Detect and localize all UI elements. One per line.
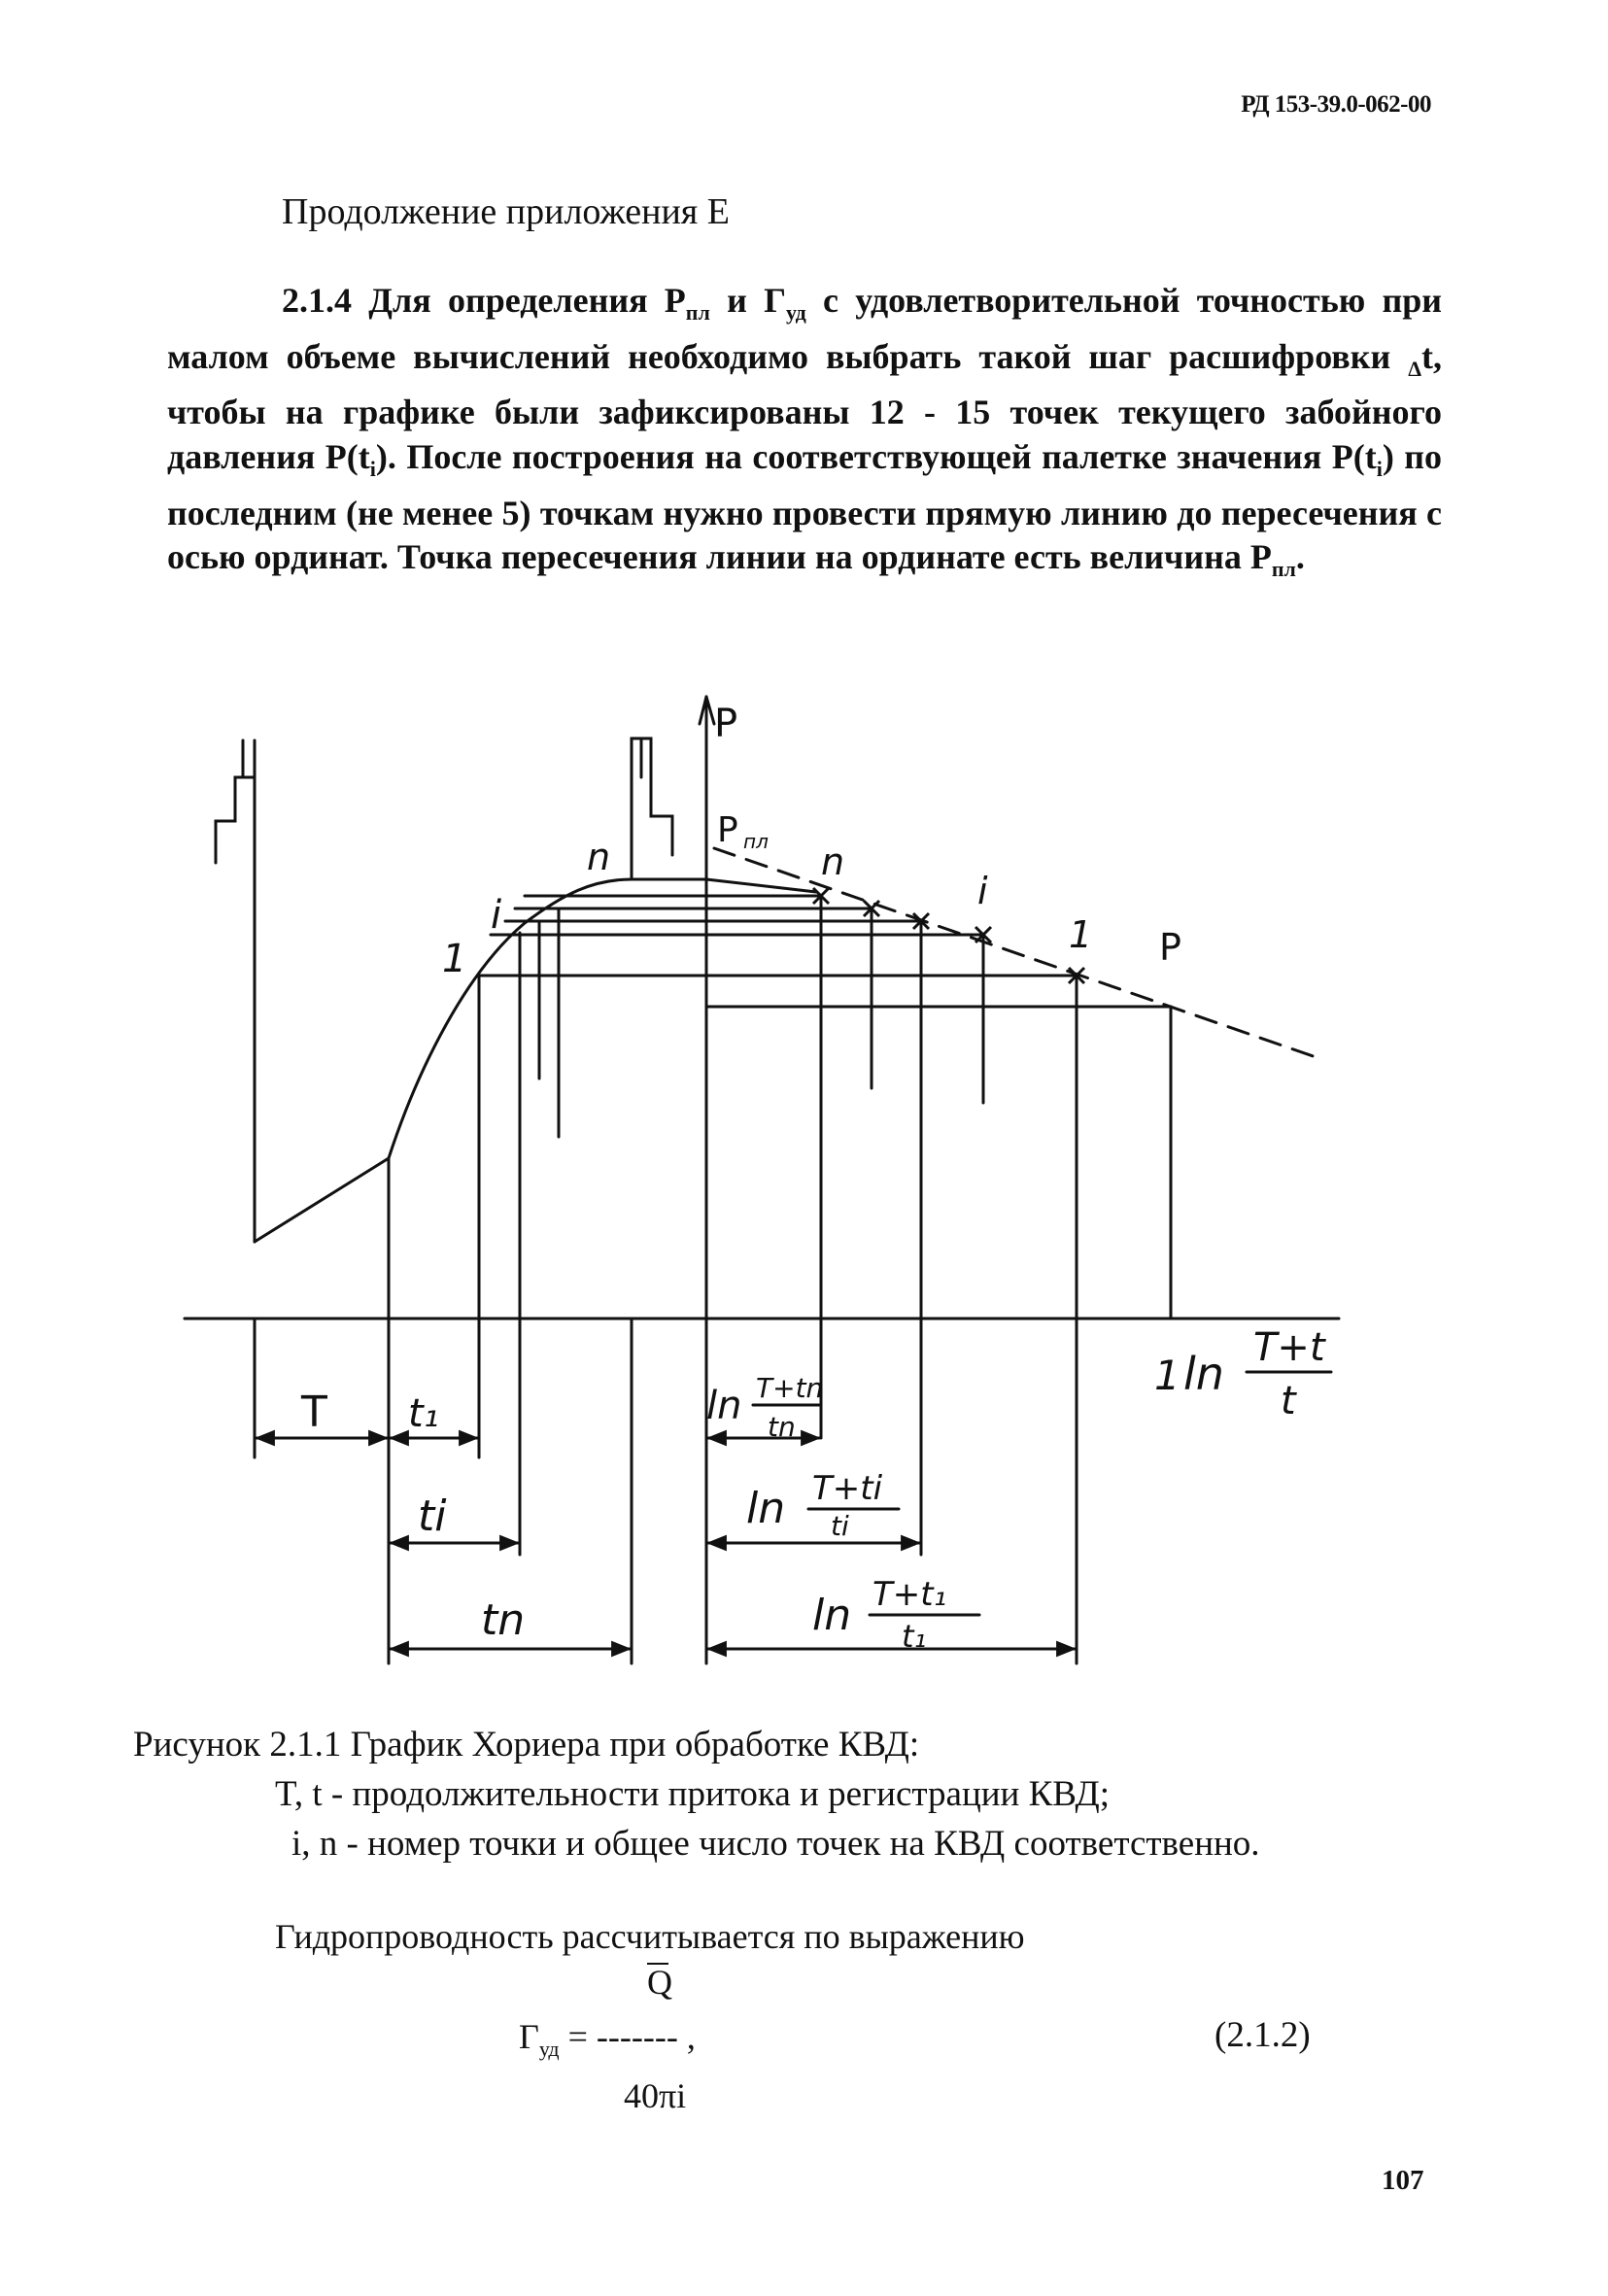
axis-x-one: 1 [1154,1352,1180,1399]
frac-n-num: T+tn [756,1372,824,1404]
formula-denominator: 40πi [624,2076,687,2115]
label-i-curve: i [491,893,502,938]
extrapolation-line [714,848,1321,1059]
hydro-text: Гидропроводность рассчитывается по выражению [275,1917,1025,1956]
ln-label-1: ln [812,1591,852,1640]
label-1-line: 1 [1069,913,1093,956]
ln-label-i: ln [746,1484,786,1533]
label-i-line: i [977,870,988,912]
document-code: РД 153-39.0-062-00 [1241,91,1431,118]
ln-label-n: ln [706,1384,742,1428]
caption-line-1: Рисунок 2.1.1 График Хориера при обработке КВД: [133,1725,920,1765]
label-p-pl-sub: пл [743,830,769,853]
axis-x-frac-num: T+t [1253,1325,1325,1370]
dim-label-t1: t₁ [408,1391,439,1436]
caption-line-3: i, n - номер точки и общее число точек на КВД соответственно. [291,1824,1260,1864]
label-1-curve: 1 [442,937,467,981]
body-paragraph: 2.1.4 Для определения $Р_{пл}$ и $Г_{уд}$ с удовлетворительной точностью при малом объеме вычислений необходимо выбрать такой шаг расшифровки $_\Delta$t, чтобы на графике были зафиксированы 12 - 15 точек текущего забойного давления $Р(t_i)$. После построения на соответствующей палетке значения $Р(t_i)$ по последним (не менее 5) точкам нужно провести прямую линию до пересечения с осью ординат. Точка пересечения линии на ординате есть величина $Р_{пл}$. [167,281,1443,582]
formula-lhs: $Г_{уд}$ = ------- , [519,2017,696,2062]
frac-1-den: t₁ [902,1618,927,1655]
axis-x-ln: ln [1183,1348,1224,1400]
frac-n-den: tn [768,1411,796,1443]
label-n-line: n [821,840,845,883]
label-p-right: P [1159,926,1181,969]
section-heading: Продолжение приложения Е [282,191,730,232]
axis-x-frac-den: t [1281,1379,1296,1423]
page-number: 107 [1382,2165,1424,2196]
flow-step-symbol-left [216,740,255,863]
frac-i-num: T+ti [812,1469,883,1508]
solid-arc [706,879,816,892]
frac-1-num: T+t₁ [872,1575,947,1614]
dim-label-T: T [301,1388,327,1437]
caption-line-2: T, t - продолжительности притока и регистрации КВД; [275,1774,1111,1814]
formula-numerator: Q [647,1963,672,2002]
dim-label-tn: tn [481,1595,526,1645]
formula-number: (2.1.2) [1215,2015,1311,2055]
label-n-curve: n [587,836,611,878]
figure-caption [133,1720,1260,1868]
dim-label-ti: ti [418,1491,447,1541]
label-p-pl: P [717,810,738,850]
frac-i-den: ti [831,1510,849,1542]
axis-label-p: P [714,702,738,746]
flow-step-symbol-right [632,738,672,879]
